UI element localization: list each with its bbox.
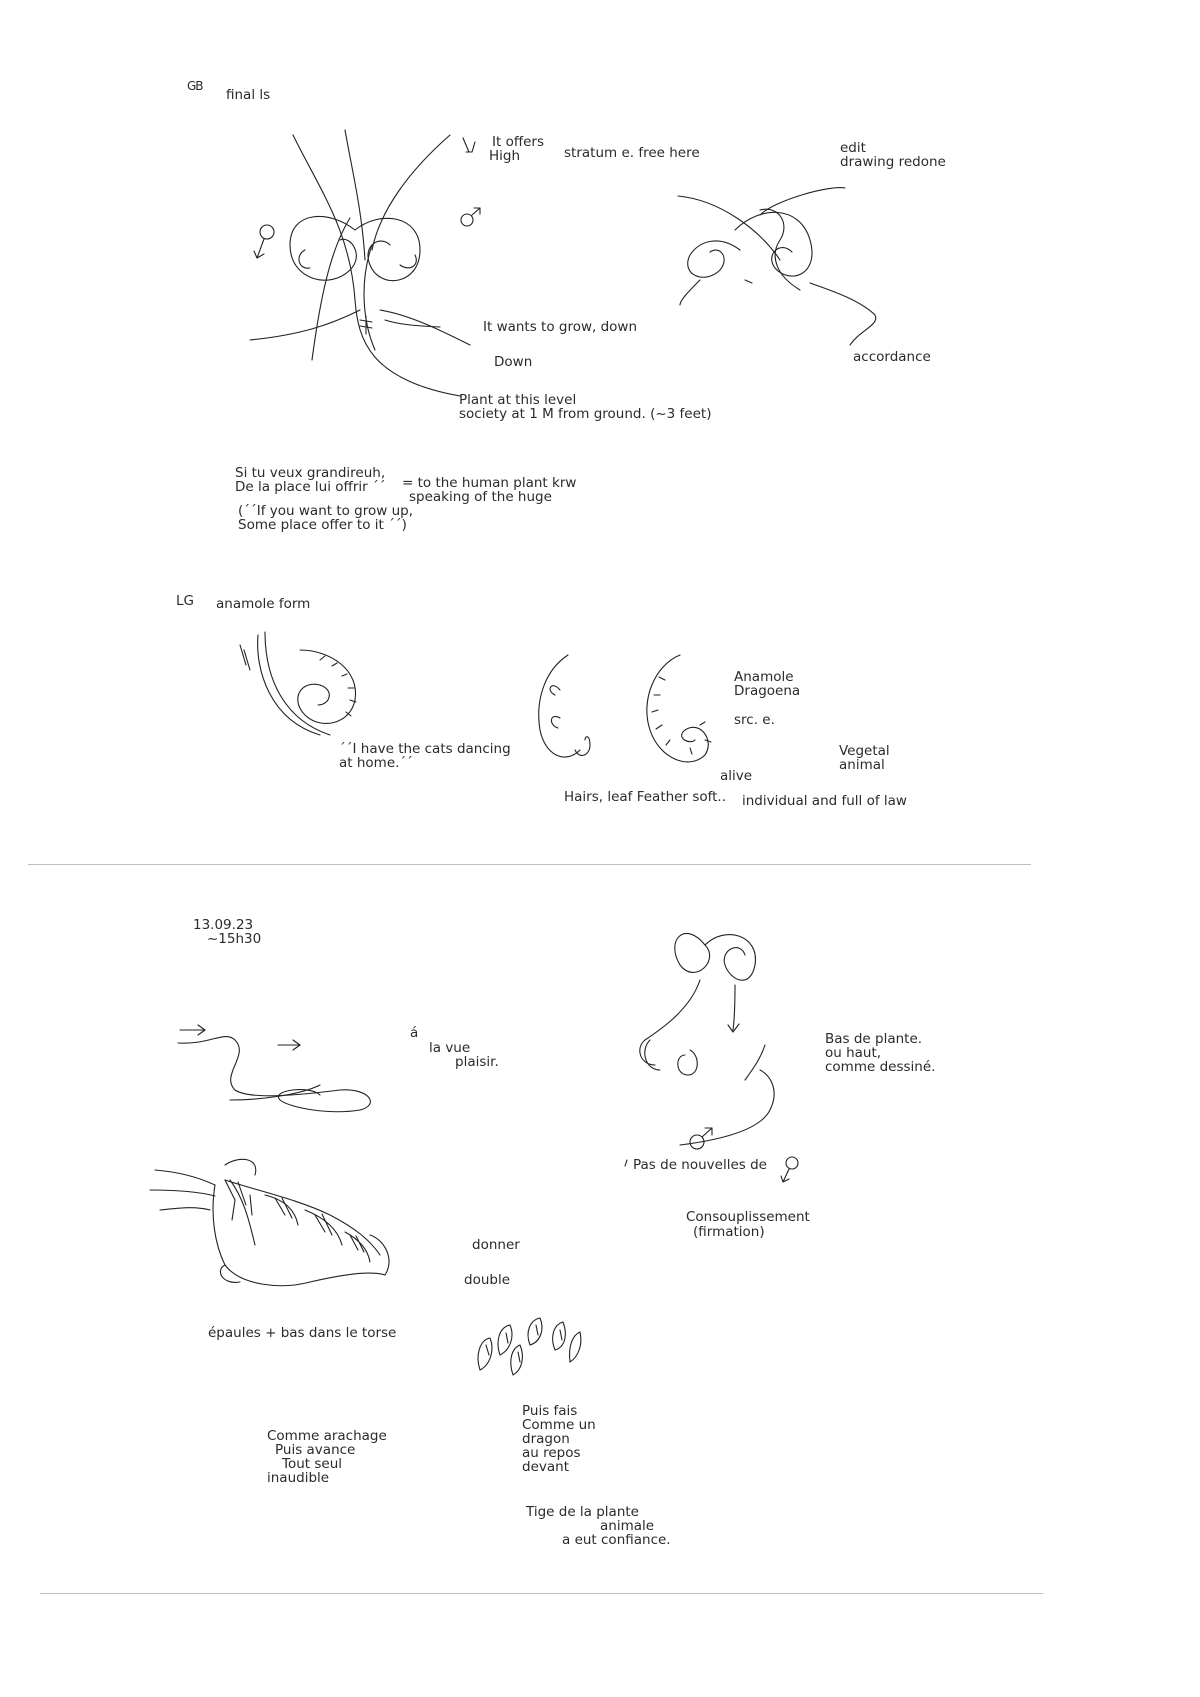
note-dragoena: Dragoena — [734, 683, 801, 699]
note-high: High — [489, 148, 521, 164]
note-bas-3: comme dessiné. — [825, 1059, 936, 1075]
note-translation-2: Some place offer to it ´´) — [238, 517, 407, 533]
note-edit: edit — [840, 140, 866, 156]
section-tag-lg: LG — [176, 593, 194, 609]
note-la-vue: la vue — [429, 1040, 471, 1056]
note-tige-3: a eut confiance. — [562, 1532, 671, 1548]
note-accordance: accordance — [853, 349, 931, 365]
note-society: society at 1 M from ground. (~3 feet) — [459, 406, 712, 422]
note-cats-1: ´´I have the cats dancing — [339, 741, 511, 757]
note-epaules: épaules + bas dans le torse — [208, 1325, 397, 1341]
note-puis-2: Comme un — [522, 1417, 596, 1433]
note-comme-2: Puis avance — [275, 1442, 356, 1458]
note-si-tu: Si tu veux grandireuh, — [235, 465, 386, 481]
note-translation-1: (´´If you want to grow up, — [238, 503, 414, 519]
note-puis-3: dragon — [522, 1431, 570, 1447]
note-speaking: speaking of the huge — [409, 489, 552, 505]
reclining-figure-sketch — [150, 1159, 389, 1285]
section-title: final ls — [226, 87, 271, 103]
note-de-la: De la place lui offrir ´´ — [235, 479, 386, 495]
note-alive: alive — [720, 768, 753, 784]
redone-drawing-sketch — [678, 188, 876, 345]
note-equals: = to the human plant krw — [402, 475, 577, 491]
note-a: á — [410, 1025, 419, 1041]
note-comme-1: Comme arachage — [267, 1428, 387, 1444]
plant-lobes-sketch — [250, 130, 480, 396]
note-puis-1: Puis fais — [522, 1403, 578, 1419]
note-it-offers: It offers — [492, 134, 545, 150]
note-tige-2: animale — [600, 1518, 655, 1534]
note-cats-2: at home.´´ — [339, 755, 413, 771]
note-comme-4: inaudible — [267, 1470, 330, 1486]
note-donner: donner — [472, 1237, 520, 1253]
note-bas-1: Bas de plante. — [825, 1031, 923, 1047]
note-individual: individual and full of law — [742, 793, 907, 809]
note-comme-3: Tout seul — [282, 1456, 342, 1472]
note-puis-4: au repos — [522, 1445, 581, 1461]
note-animal: animal — [839, 757, 885, 773]
section-title: anamole form — [216, 596, 311, 612]
loop-arrows-sketch — [178, 1025, 370, 1112]
leaf-cluster-sketch — [478, 1318, 581, 1375]
note-tige-1: Tige de la plante — [526, 1504, 639, 1520]
note-pas: Pas de nouvelles de — [633, 1157, 767, 1173]
section-tag-gb: GB — [187, 79, 203, 93]
bas-de-plante-sketch — [625, 934, 798, 1182]
section-divider — [40, 1593, 1043, 1594]
note-drawing-redone: drawing redone — [840, 154, 946, 170]
note-down: Down — [494, 354, 533, 370]
entry-date: 13.09.23 — [193, 917, 254, 933]
note-anamole: Anamole — [734, 669, 794, 685]
dragoena-sketch — [539, 655, 711, 762]
note-stratum: stratum e. free here — [564, 145, 700, 161]
note-src: src. e. — [734, 712, 775, 728]
note-plaisir: plaisir. — [455, 1054, 499, 1070]
note-hairs: Hairs, leaf Feather soft.. — [564, 789, 726, 805]
note-cons-1: Consouplissement — [686, 1209, 810, 1225]
note-plant-level: Plant at this level — [459, 392, 577, 408]
note-cons-2: (firmation) — [693, 1224, 765, 1240]
section-divider — [28, 864, 1031, 865]
entry-time: ~15h30 — [207, 931, 262, 947]
note-vegetal: Vegetal — [839, 743, 890, 759]
anamole-spiral-sketch — [240, 632, 356, 735]
note-bas-2: ou haut, — [825, 1045, 882, 1061]
note-puis-5: devant — [522, 1459, 569, 1475]
note-grow-down: It wants to grow, down — [483, 319, 638, 335]
note-double: double — [464, 1272, 511, 1288]
